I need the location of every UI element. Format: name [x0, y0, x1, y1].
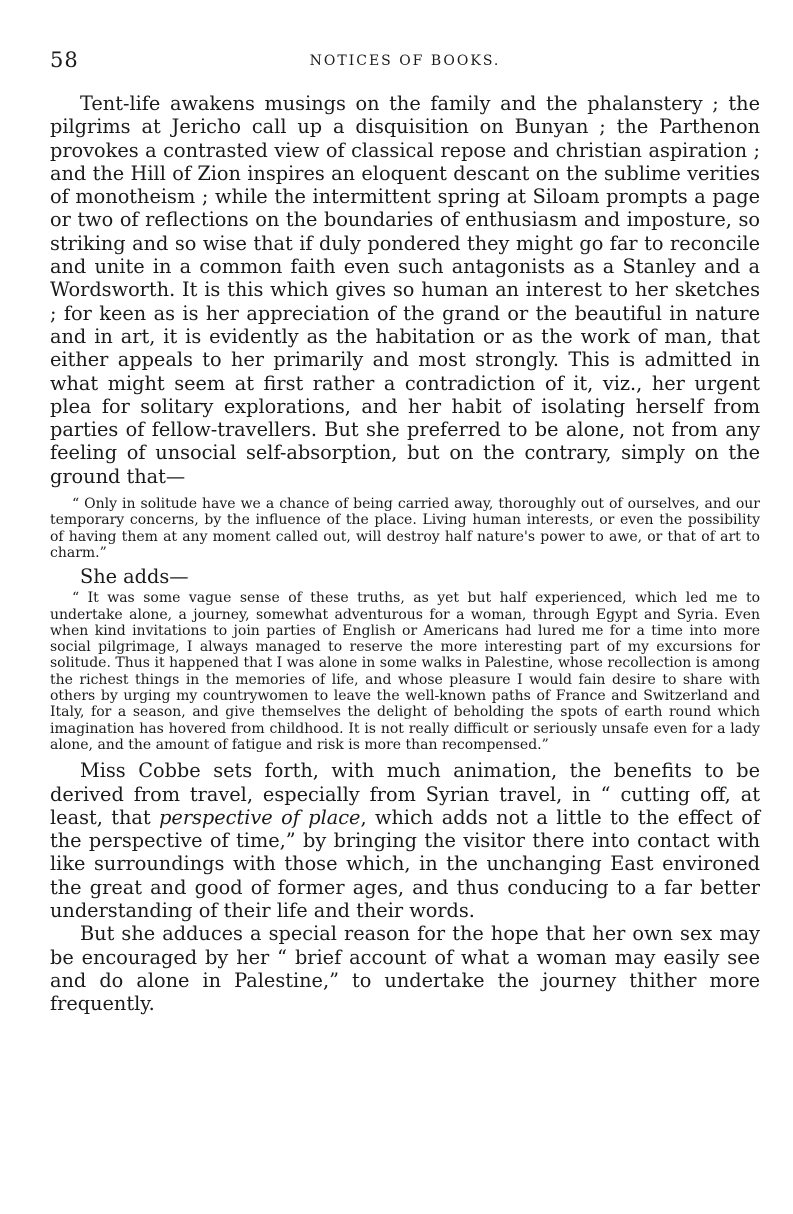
paragraph-benefits-of-travel — [50, 759, 760, 922]
quote-vague-sense: “ It was some vague sense of these truths, as yet but half experienced, which led me to undertake alone, a journey, somewhat adventurous for a woman, through Egypt and Syria. Even when kind invitations to join parties of English or Americans had lured me for a time into more social pilgrimage, I always managed to reserve the more interesting part of my excursions for solitude. Thus it happened that I was alone in some walks in Palestine, whose recollection is among the richest things in the memories of life, and whose pleasure I would fain desire to share with others by urging my countrywomen to leave the well-known paths of France and Switzerland and Italy, for a season, and give themselves the delight of beholding the spots of earth round which imagination has hovered from childhood. It is not really difficult or seriously unsafe even for a lady alone, and the amount of fatigue and risk is more than recompensed.” — [50, 590, 760, 753]
paragraph-benefits-text-end: , which adds not a little to the effect of the perspective of time,” by bringing the visitor there into contact with like surroundings with those which, in the unchanging East environed the great and good of former ages, and thus conducing to a far better understanding of their life and their words. — [50, 805, 761, 922]
she-adds-line: She adds— — [80, 565, 189, 589]
paragraph-tent-life: Tent-life awakens musings on the family and the phalanstery ; the pilgrims at Jericho call up a disquisition on Bunyan ; the Parthenon provokes a contrasted view of classical repose and christian aspiration ; and the Hill of Zion inspires an eloquent descant on the sublime verities of monotheism ; while the intermittent spring at Siloam prompts a page or two of reflections on the boundaries of enthusiasm and imposture, so striking and so wise that if duly pondered they might go far to reconcile and unite in a common faith even such antagonists as a Stanley and a Wordsworth. It is this which gives so human an interest to her sketches ; for keen as is her appreciation of the grand or the beautiful in nature and in art, it is evidently as the habitation or as the work of man, that either appeals to her primarily and most strongly. This is admitted in what might seem at first rather a contradiction of it, viz., her urgent plea for solitary explorations, and her habit of isolating herself from parties of fellow-travellers. But she preferred to be alone, not from any feeling of unsocial self-absorption, but on the contrary, simply on the ground that— — [50, 92, 760, 488]
running-title: NOTICES OF BOOKS. — [309, 53, 501, 69]
book-page — [50, 48, 760, 1015]
italic-phrase-perspective-of-place: perspective of place — [159, 805, 361, 829]
page-number: 58 — [50, 48, 79, 72]
quote-solitude: “ Only in solitude have we a chance of being carried away, thoroughly out of ourselves, and our temporary concerns, by the influence of the place. Living human interests, or even the possibility of having them at any moment called out, will destroy half nature's power to awe, or that of art to charm.” — [50, 496, 760, 561]
paragraph-special-reason: But she adduces a special reason for the hope that her own sex may be encouraged by her “ brief account of what a woman may easily see and do alone in Palestine,” to undertake the journey thither more frequently. — [50, 922, 760, 1016]
paragraph-benefits-text-start: Miss Cobbe sets forth, with much animation, the benefits to be derived from travel, especially from Syrian travel, in “ cutting off, at least, that — [50, 759, 760, 829]
running-head — [50, 48, 760, 78]
